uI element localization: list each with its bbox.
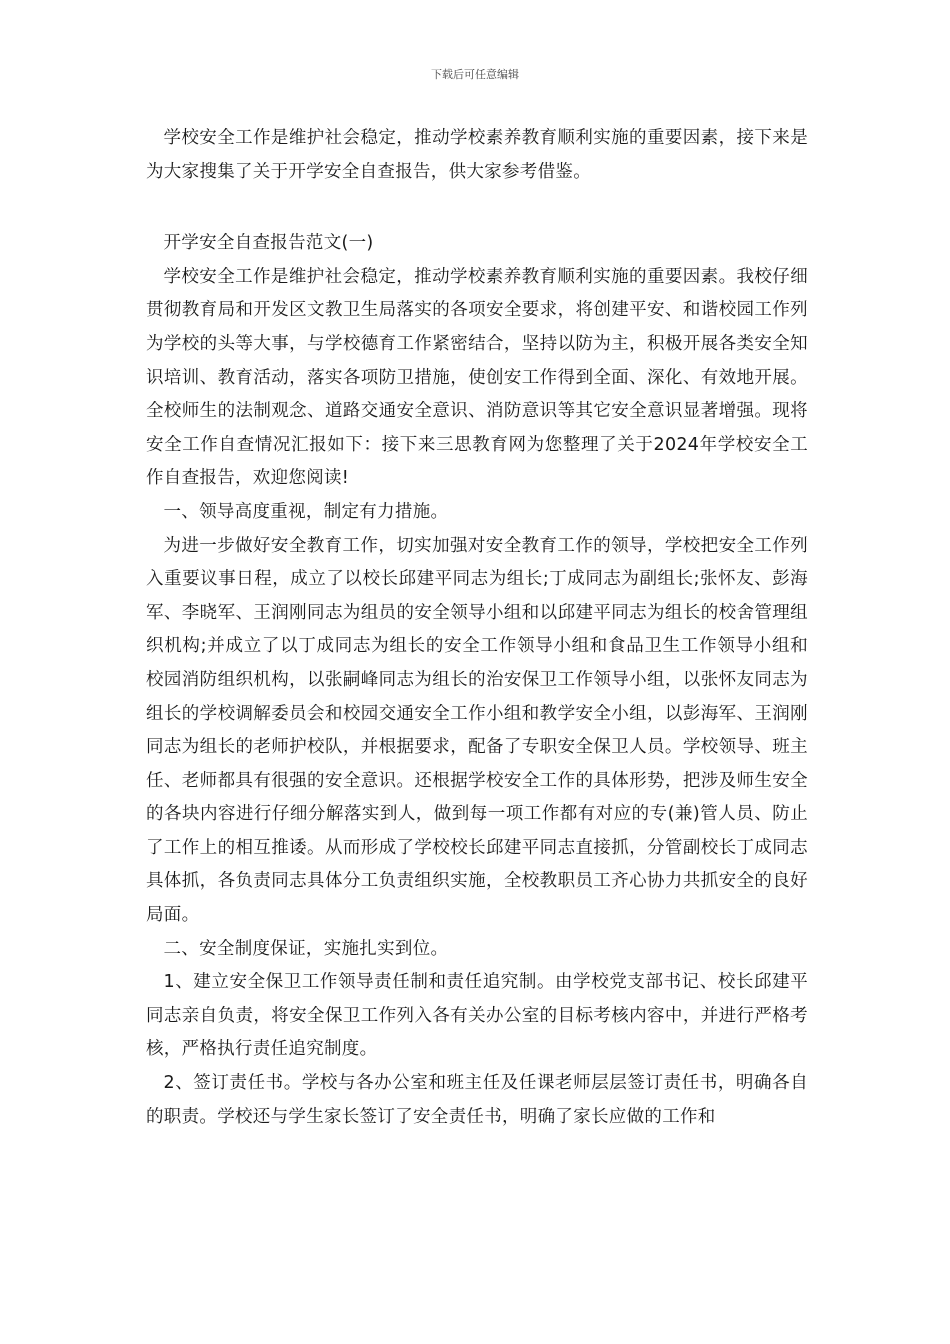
body-paragraph: 学校安全工作是维护社会稳定，推动学校素养教育顺利实施的重要因素。我校仔细贯彻教育局和开发区文教卫生局落实的各项安全要求，将创建平安、和谐校园工作列为学校的头等大事，与学校德育工作紧密结合，坚持以防为主，积极开展各类安全知识培训、教育活动，落实各项防卫措施，使创安工作得到全面、深化、有效地开展。全校师生的法制观念、道路交通安全意识、消防意识等其它安全意识显著增强。现将安全工作自查情况汇报如下：接下来三思教育网为您整理了关于2024年学校安全工作自查报告，欢迎您阅读! xyxy=(146,266,808,489)
body-paragraph: 为进一步做好安全教育工作，切实加强对安全教育工作的领导，学校把安全工作列入重要议事日程，成立了以校长邱建平同志为组长;丁成同志为副组长;张怀友、彭海军、李晓军、王润刚同志为组员的安全领导小组和以邱建平同志为组长的校舍管理组织机构;并成立了以丁成同志为组长的安全工作领导小组和食品卫生工作领导小组和校园消防组织机构，以张嗣峰同志为组长的治安保卫工作领导小组，以张怀友同志为组长的学校调解委员会和校园交通安全工作小组和教学安全小组，以彭海军、王润刚同志为组长的老师护校队，并根据要求，配备了专职安全保卫人员。学校领导、班主任、老师都具有很强的安全意识。还根据学校安全工作的具体形势，把涉及师生安全的各块内容进行仔细分解落实到人，做到每一项工作都有对应的专(兼)管人员、防止了工作上的相互推诿。从而形成了学校校长邱建平同志直接抓，分管副校长丁成同志具体抓，各负责同志具体分工负责组织实施，全校教职员工齐心协力共抓安全的良好局面。 xyxy=(146,535,808,926)
intro-paragraph: 学校安全工作是维护社会稳定，推动学校素养教育顺利实施的重要因素，接下来是为大家搜集了关于开学安全自查报告，供大家参考借鉴。 xyxy=(146,128,808,182)
subheading-2: 二、安全制度保证，实施扎实到位。 xyxy=(163,938,449,959)
document-body xyxy=(146,122,808,1134)
page-header-note: 下载后可任意编辑 xyxy=(431,68,519,81)
section-title: 开学安全自查报告范文(一) xyxy=(163,233,374,254)
body-paragraph: 1、建立安全保卫工作领导责任制和责任追究制。由学校党支部书记、校长邱建平同志亲自负责，将安全保卫工作列入各有关办公室的目标考核内容中，并进行严格考核，严格执行责任追究制度。 xyxy=(146,972,808,1060)
spacer xyxy=(146,189,808,227)
subheading-1: 一、领导高度重视，制定有力措施。 xyxy=(163,501,449,522)
body-paragraph: 2、签订责任书。学校与各办公室和班主任及任课老师层层签订责任书，明确各自的职责。学校还与学生家长签订了安全责任书，明确了家长应做的工作和 xyxy=(146,1073,808,1127)
